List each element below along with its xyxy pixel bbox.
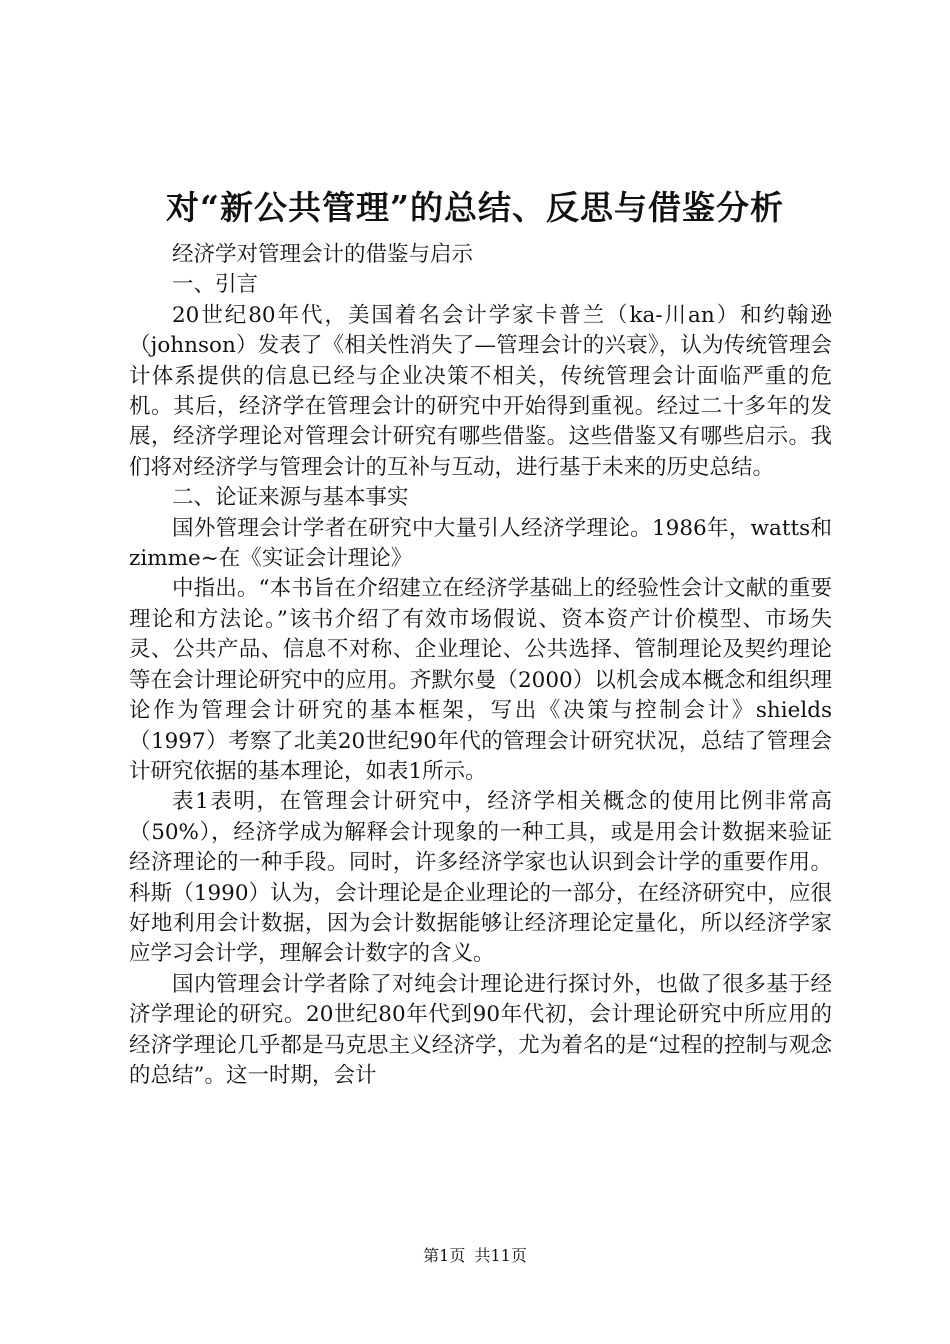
- section-heading-sources: 二、论证来源与基本事实: [172, 485, 409, 511]
- document-body: [129, 240, 832, 1091]
- body-paragraph: 中指出。“本书旨在介绍建立在经济学基础上的经验性会计文献的重要理论和方法论。”该书介绍了有效市场假说、资本资产计价模型、市场失灵、公共产品、信息不对称、企业理论、公共选择、管制理论及契约理论等在会计理论研究中的应用。齐默尔曼（2000）以机会成本概念和组织理论作为管理会计研究的基本框架，写出《决策与控制会计》shields（1997）考察了北美20世纪90年代的管理会计研究状况，总结了管理会计研究依据的基本理论，如表1所示。: [129, 576, 832, 784]
- section-heading-introduction: 一、引言: [172, 272, 259, 298]
- page-total: 共11页: [474, 1246, 527, 1265]
- page-number: 第1页: [423, 1246, 466, 1265]
- document-title: 对“新公共管理”的总结、反思与借鉴分析: [166, 188, 784, 227]
- body-paragraph: 国内管理会计学者除了对纯会计理论进行探讨外，也做了很多基于经济学理论的研究。20世纪80年代到90年代初，会计理论研究中所应用的经济学理论几乎都是马克思主义经济学，尤为着名的是“过程的控制与观念的总结”。这一时期，会计: [129, 971, 832, 1088]
- subtitle-paragraph: 经济学对管理会计的借鉴与启示: [172, 242, 474, 267]
- body-paragraph: 国外管理会计学者在研究中大量引人经济学理论。1986年，watts和zimme~在《实证会计理论》: [129, 515, 832, 572]
- page-footer: [0, 1244, 950, 1268]
- body-paragraph: 20世纪80年代，美国着名会计学家卡普兰（ka-川an）和约翰逊（johnson）发表了《相关性消失了—管理会计的兴衰》，认为传统管理会计体系提供的信息已经与企业决策不相关，传统管理会计面临严重的危机。其后，经济学在管理会计的研究中开始得到重视。经过二十多年的发展，经济学理论对管理会计研究有哪些借鉴。这些借鉴又有哪些启示。我们将对经济学与管理会计的互补与互动，进行基于未来的历史总结。: [129, 302, 832, 480]
- body-paragraph: 表1表明，在管理会计研究中，经济学相关概念的使用比例非常高（50%），经济学成为解释会计现象的一种工具，或是用会计数据来验证经济理论的一种手段。同时，许多经济学家也认识到会计学的重要作用。科斯（1990）认为，会计理论是企业理论的一部分，在经济研究中，应很好地利用会计数据，因为会计数据能够让经济理论定量化，所以经济学家应学习会计学，理解会计数字的含义。: [129, 789, 832, 967]
